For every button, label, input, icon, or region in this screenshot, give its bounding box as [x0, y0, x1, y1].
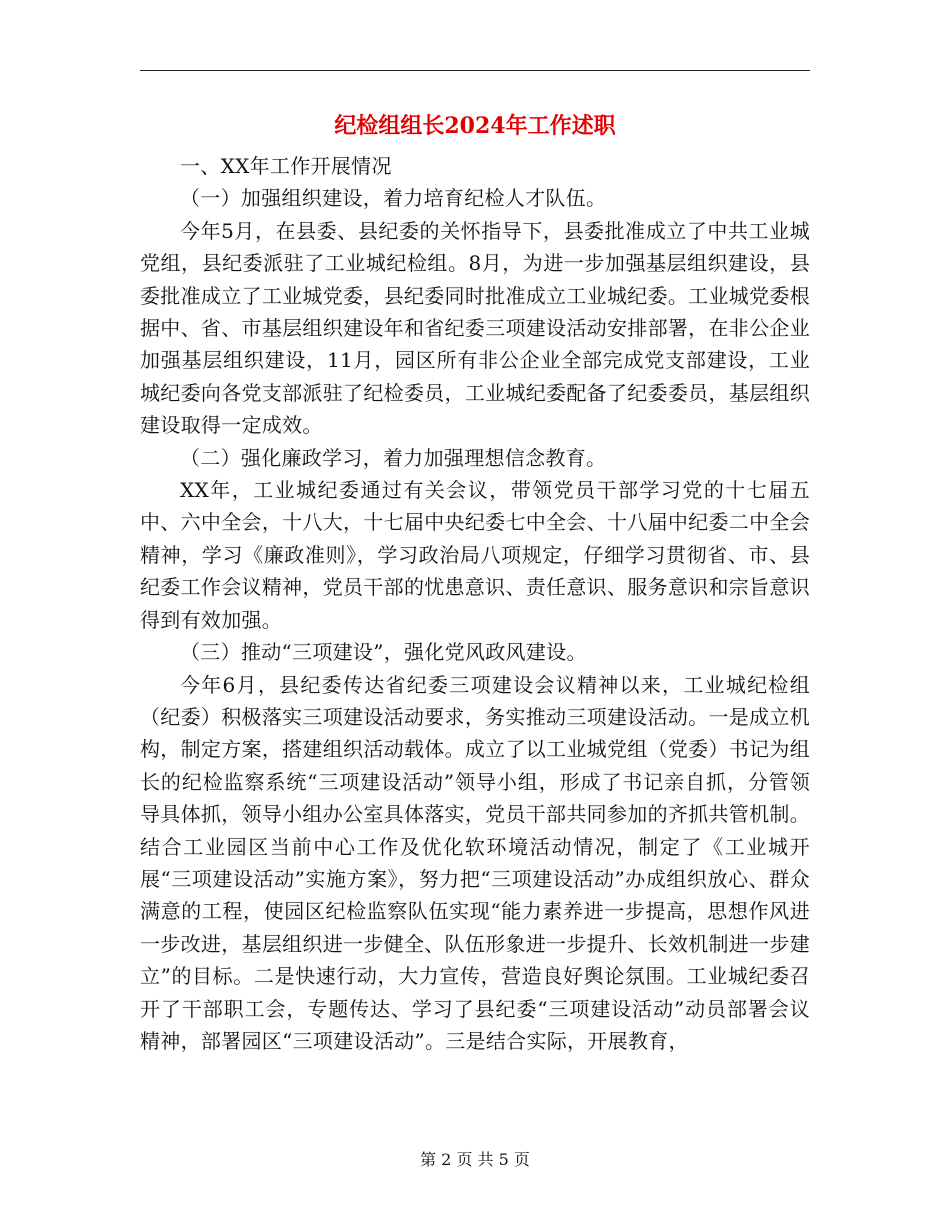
subsection-heading-3: （三）推动“三项建设”，强化党风政风建设。: [180, 640, 587, 665]
page-number: 第 2 页 共 5 页: [420, 1150, 530, 1169]
subsection-heading-2: （二）强化廉政学习，着力加强理想信念教育。: [180, 445, 607, 470]
document-title: 纪检组组长2024年工作述职: [334, 113, 616, 139]
paragraph-3: 今年6月，县纪委传达省纪委三项建设会议精神以来，工业城纪检组（纪委）积极落实三项建设活动要求，务实推动三项建设活动。一是成立机构，制定方案，搭建组织活动载体。成立了以工业城党组（党委）书记为组长的纪检监察系统“三项建设活动”领导小组，形成了书记亲自抓，分管领导具体抓，领导小组办公室具体落实，党员干部共同参加的齐抓共管机制。结合工业园区当前中心工作及优化软环境活动情况，制定了《工业城开展“三项建设活动”实施方案》，努力把“三项建设活动”办成组织放心、群众满意的工程，使园区纪检监察队伍实现“能力素养进一步提高，思想作风进一步改进，基层组织进一步健全、队伍形象进一步提升、长效机制进一步建立”的目标。二是快速行动，大力宣传，营造良好舆论氛围。工业城纪委召开了干部职工会，专题传达、学习了县纪委“三项建设活动”动员部署会议精神，部署园区“三项建设活动”。三是结合实际，开展教育，: [140, 672, 810, 1053]
paragraph-2: XX年，工业城纪委通过有关会议，带领党员干部学习党的十七届五中、六中全会，十八大，十七届中央纪委七中全会、十八届中纪委二中全会精神，学习《廉政准则》，学习政治局八项规定，仔细学习贯彻省、市、县纪委工作会议精神，党员干部的忧患意识、责任意识、服务意识和宗旨意识得到有效加强。: [140, 478, 810, 632]
header-rule: [140, 70, 810, 71]
document-body: [140, 150, 810, 1057]
subsection-heading-1: （一）加强组织建设，着力培育纪检人才队伍。: [180, 186, 607, 211]
paragraph-1: 今年5月，在县委、县纪委的关怀指导下，县委批准成立了中共工业城党组，县纪委派驻了工业城纪检组。8月，为进一步加强基层组织建设，县委批准成立了工业城党委，县纪委同时批准成立工业城纪委。工业城党委根据中、省、市基层组织建设年和省纪委三项建设活动安排部署，在非公企业加强基层组织建设，11月，园区所有非公企业全部完成党支部建设，工业城纪委向各党支部派驻了纪检委员，工业城纪委配备了纪委委员，基层组织建设取得一定成效。: [140, 218, 810, 438]
section-heading: 一、XX年工作开展情况: [180, 154, 392, 178]
